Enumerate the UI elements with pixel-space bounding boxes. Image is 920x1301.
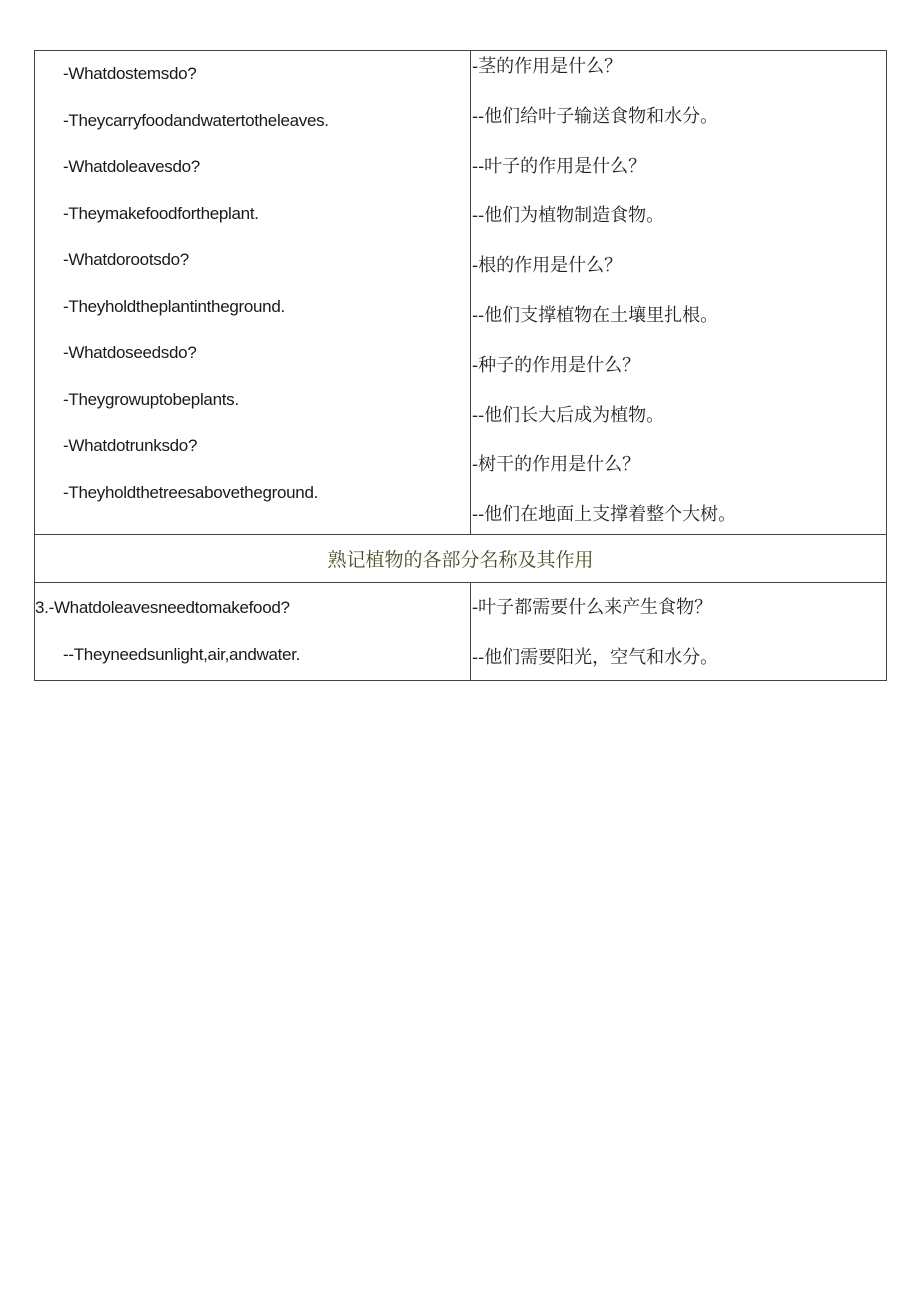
chinese-line: -根的作用是什么？	[472, 255, 623, 277]
chinese-line: -茎的作用是什么？	[472, 56, 623, 77]
english-line: -Whatdoleavesdo?	[63, 157, 200, 176]
english-line: -Whatdostemsdo?	[63, 64, 197, 83]
table-row	[35, 535, 887, 583]
chinese-line: --他们长大后成为植物。	[472, 404, 665, 426]
english-line: -Theyholdthetreesabovetheground.	[63, 482, 319, 502]
english-line: 3.-Whatdoleavesneedtomakefood?	[35, 598, 290, 618]
english-line: -Whatdorootsdo?	[63, 250, 189, 269]
chinese-cell	[471, 51, 887, 535]
chinese-line: --他们为植物制造食物。	[472, 205, 665, 227]
chinese-line: --他们支撑植物在土壤里扎根。	[472, 304, 719, 326]
chinese-line: --叶子的作用是什么？	[472, 155, 647, 177]
english-line: -Theymakefoodfortheplant.	[63, 203, 259, 223]
qa-table	[34, 50, 887, 681]
chinese-line: --他们需要阳光，空气和水分。	[472, 646, 719, 668]
english-line: -Whatdotrunksdo?	[63, 436, 198, 455]
chinese-line: -叶子都需要什么来产生食物？	[472, 597, 713, 619]
chinese-line: -种子的作用是什么？	[472, 354, 641, 376]
chinese-cell	[471, 583, 887, 681]
english-line: -Theycarryfoodandwatertotheleaves.	[63, 110, 329, 130]
english-line: -Whatdoseedsdo?	[63, 343, 197, 362]
chinese-line: --他们给叶子输送食物和水分。	[472, 105, 719, 127]
english-cell	[35, 583, 471, 681]
english-cell	[35, 51, 471, 535]
table-row	[35, 583, 887, 681]
table-row	[35, 51, 887, 535]
english-line: -Theyholdtheplantintheground.	[63, 296, 285, 316]
english-line: -Theygrowuptobeplants.	[63, 389, 239, 409]
section-title: 熟记植物的各部分名称及其作用	[35, 535, 887, 583]
chinese-line: --他们在地面上支撑着整个大树。	[472, 504, 737, 526]
chinese-line: -树干的作用是什么？	[472, 454, 641, 476]
english-line: --Theyneedsunlight,air,andwater.	[63, 644, 301, 664]
